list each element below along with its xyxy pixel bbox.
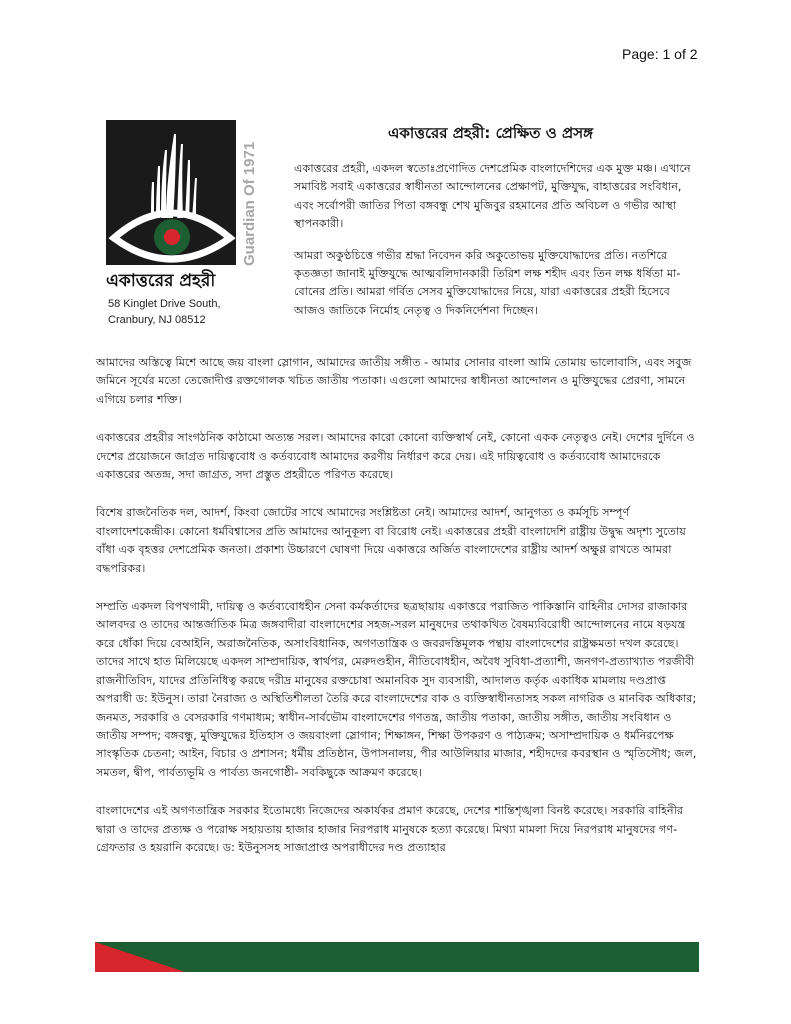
footer-bar	[95, 942, 699, 972]
guardian-logo	[106, 120, 258, 292]
body-paragraph: সম্প্রতি একদল বিপথগামী, দায়িত্ব ও কর্তব্যবোধহীন সেনা কর্মকর্তাদের ছত্রছায়ায় একাত্তরে পরাজিত পাকিস্তানি বাহিনীর দোসর রাজাকার আলবদর ও তাদের আন্তর্জাতিক মিত্র জঙ্গবাদীরা বাংলাদেশের সহজ-সরল মানুষদের তথাকথিত বৈষম্যবিরোধী আন্দোলনের নামে ষড়যন্ত্র করে ধোঁকা দিয়ে বেআইনি, অরাজনৈতিক, অসাংবিধানিক, অগণতান্ত্রিক ও জবরদস্তিমূলক পন্থায় বাংলাদেশের রাষ্ট্রক্ষমতা দখল করেছে। তাদের সাথে হাত মিলিয়েছে একদল সাম্প্রদায়িক, স্বার্থপর, মেরুদণ্ডহীন, নীতিবোধহীন, অবৈধ সুবিধা-প্রত্যাশী, জনগণ-প্রত্যাখ্যাত পরজীবী রাজনীতিবিদ, যাদের প্রতিনিধিত্ব করছে দরীদ্র মানুষের রক্তচোষা অমানবিক সুদ ব্যবসায়ী, আদালত কর্তৃক একাধিক মামলায় দণ্ডপ্রাপ্ত অপরাধী ড: ইউনুস। তারা নৈরাজ্য ও অস্থিতিশীলতা তৈরি করে বাংলাদেশের বাক ও ব্যক্তিস্বাধীনতাসহ সকল নাগরিক ও মানবিক অধিকার; জনমত, সরকারি ও বেসরকারি গণমাধ্যম; স্বাধীন-সার্বভৌম বাংলাদেশের গণতন্ত্র, জাতীয় পতাকা, জাতীয় সঙ্গীত, জাতীয় সংবিধান ও জাতীয় সম্পদ; বঙ্গবন্ধু, মুক্তিযুদ্ধের ইতিহাস ও জয়বাংলা স্লোগান; শিক্ষাঙ্গন, শিক্ষা উপকরণ ও পাঠ্যক্রম; অসাম্প্রদায়িক ও ধর্মনিরপেক্ষ সাংস্কৃতিক চেতনা; আইন, বিচার ও প্রশাসন; ধর্মীয় প্রতিষ্ঠান, উপাসনালয়, পীর আউলিয়ার মাজার, শহীদদের কবরস্থান ও স্মৃতিসৌধ; জল, সমতল, দ্বীপ, পার্বত্যভূমি ও পার্বত্য জনগোষ্ঠী- সবকিছুকে আক্রমণ করেছে।	[96, 600, 697, 779]
body-paragraph: একাত্তরের প্রহরীর সাংগঠনিক কাঠামো অত্যন্ত সরল। আমাদের কারো কোনো ব্যক্তিস্বার্থ নেই, কোনো একক নেতৃত্বও নেই। দেশের দুর্দিনে ও দেশের প্রয়োজনে জাগ্রত দায়িত্ববোধ ও কর্তব্যবোধ আমাদের করণীয় নির্ধারণ করে দেয়। এই দায়িত্ববোধ ও কর্তব্যবোধ আমাদেরকে একাত্তরের অতন্দ্র, সদা জাগ্রত, সদা প্রস্তুত প্রহরীতে পরিণত করেছে।	[96, 431, 695, 482]
mailing-address	[108, 296, 221, 328]
address-line-1: 58 Kinglet Drive South,	[108, 298, 221, 310]
page-number: Page: 1 of 2	[622, 46, 698, 62]
logo-bengali-wordmark: একাত্তরের প্রহরী	[106, 271, 216, 291]
body-paragraph: বিশেষ রাজনৈতিক দল, আদর্শ, কিংবা জোটের সাথে আমাদের সংশ্লিষ্টতা নেই। আমাদের আদর্শ, আনুগত্য ও কর্মসূচি সম্পূর্ণ বাংলাদেশকেন্দ্রীক। কোনো ধর্মবিশ্বাসের প্রতি আমাদের আনুকূল্য বা বিরোধ নেই। একাত্তরের প্রহরী বাংলাদেশি রাষ্ট্রীয় উদ্বুদ্ধ অদৃশ্য সুতোয় বাঁধা এক বৃহত্তর দেশপ্রেমিক জনতা। প্রকাশ্য উচ্চারণে ঘোষণা দিয়ে একাত্তরে অর্জিত বাংলাদেশের রাষ্ট্রীয় আদর্শ অক্ষুণ্ণ রাখতে আমরা বদ্ধপরিকর।	[96, 506, 686, 575]
document-title: একাত্তরের প্রহরী: প্রেক্ষিত ও প্রসঙ্গ	[388, 124, 594, 142]
logo-vertical-text: Guardian Of 1971	[241, 141, 258, 266]
body-paragraph: বাংলাদেশের এই অগণতান্ত্রিক সরকার ইতোমধ্যে নিজেদের অকার্যকর প্রমাণ করেছে, দেশের শান্তিশৃঙ্খলা বিনষ্ট করেছে। সরকারি বাহিনীর দ্বারা ও তাদের প্রত্যক্ষ ও পরোক্ষ সহায়তায় হাজার হাজার নিরপরাধ মানুষকে হত্যা করেছে। মিথ্যা মামলা দিয়ে নিরপরাধ মানুষদের গণ-গ্রেফতার ও হয়রানি করেছে। ড: ইউনুসসহ সাজাপ্রাপ্ত অপরাধীদের দণ্ড প্রত্যাহার	[96, 804, 684, 854]
address-line-2: Cranbury, NJ 08512	[108, 314, 206, 326]
intro-paragraph: একাত্তরের প্রহরী, একদল স্বতোঃপ্রণোদিত দেশপ্রেমিক বাংলাদেশিদের এক মুক্ত মঞ্চ। এখানে সমাবিষ্ট সবাই একাত্তরের স্বাধীনতা আন্দোলনের প্রেক্ষাপট, মুক্তিযুদ্ধ, বাহাত্তরের সংবিধান, এবং সর্বোপরী জাতির পিতা বঙ্গবন্ধু শেখ মুজিবুর রহমানের প্রতি অবিচল ও গভীর আস্থা স্থাপনকারী।	[294, 162, 691, 231]
footer-green-band	[95, 942, 699, 972]
body-paragraph: আমাদের অস্তিত্বে মিশে আছে জয় বাংলা স্লোগান, আমাদের জাতীয় সঙ্গীত - আমার সোনার বাংলা আমি তোমায় ভালোবাসি, এবং সবুজ জমিনে সূর্যের মতো তেজোদীপ্ত রক্তগোলক খচিত জাতীয় পতাকা। এগুলো আমাদের স্বাধীনতা আন্দোলন ও মুক্তিযুদ্ধের প্রেরণা, সামনে এগিয়ে চলার শক্তি।	[96, 356, 692, 406]
intro-section	[294, 160, 694, 333]
body-section	[96, 354, 698, 877]
intro-paragraph: আমরা অকুণ্ঠচিত্তে গভীর শ্রদ্ধা নিবেদন করি অকুতোভয় মুক্তিযোদ্ধাদের প্রতি। নতশিরে কৃতজ্ঞতা জানাই মুক্তিযুদ্ধে আত্মবলিদানকারী তিরিশ লক্ষ শহীদ এবং তিন লক্ষ ধর্ষিতা মা-বোনের প্রতি। আমরা গর্বিত সেসব মুক্তিযোদ্ধাদের নিয়ে, যারা একাত্তরের প্রহরী হিসেবে আজও জাতিকে নির্মোহ নেতৃত্ব ও দিকনির্দেশনা দিচ্ছেন।	[294, 248, 681, 317]
